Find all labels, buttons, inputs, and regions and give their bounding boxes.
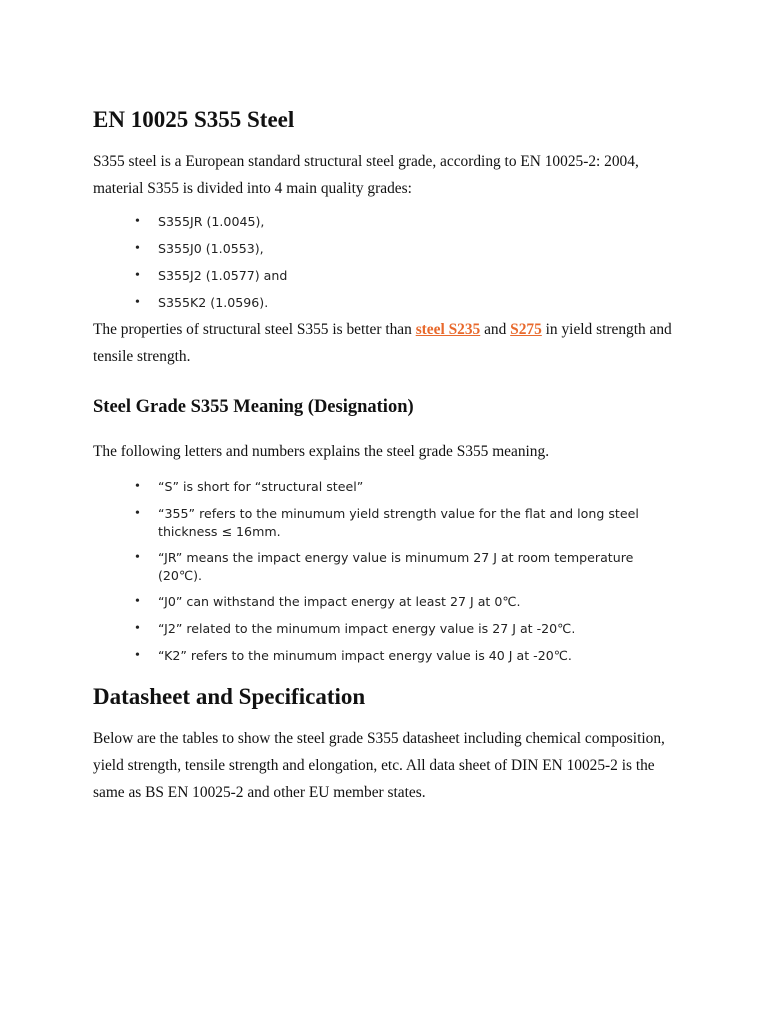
section-heading-meaning: Steel Grade S355 Meaning (Designation) bbox=[93, 397, 414, 417]
bullet-icon: • bbox=[135, 241, 140, 256]
s275-link[interactable]: S275 bbox=[510, 321, 542, 338]
list-item: • “355” refers to the minumum yield strength value for the flat and long steel thickness ≤ 16mm. bbox=[135, 506, 639, 539]
quality-grade-list bbox=[93, 213, 678, 312]
intro-paragraph: S355 steel is a European standard structural steel grade, according to EN 10025-2: 2004, material S355 is divided into 4 main quality grades: bbox=[93, 153, 639, 197]
properties-paragraph: The properties of structural steel S355 is better than steel S235 and S275 in yield strength and tensile strength. bbox=[93, 321, 672, 365]
meaning-intro-paragraph: The following letters and numbers explains the steel grade S355 meaning. bbox=[93, 443, 550, 460]
list-item: • “JR” means the impact energy value is minumum 27 J at room temperature (20℃). bbox=[135, 550, 634, 583]
list-item: • “K2” refers to the minumum impact energy value is 40 J at -20℃. bbox=[135, 648, 572, 663]
bullet-icon: • bbox=[135, 594, 140, 609]
bullet-icon: • bbox=[135, 621, 140, 636]
bullet-icon: • bbox=[135, 295, 140, 310]
list-item: • S355J2 (1.0577) and bbox=[135, 268, 288, 283]
bullet-icon: • bbox=[135, 550, 140, 565]
bullet-icon: • bbox=[135, 506, 140, 521]
bullet-icon: • bbox=[135, 214, 140, 229]
datasheet-intro-paragraph: Below are the tables to show the steel grade S355 datasheet including chemical composition, yield strength, tensile strength and elongation, etc. All data sheet of DIN EN 10025-2 is the same as BS EN 10025-2 and other EU member states. bbox=[93, 730, 665, 801]
list-item: • “S” is short for “structural steel” bbox=[135, 479, 364, 494]
meaning-list bbox=[93, 478, 678, 665]
bullet-icon: • bbox=[135, 479, 140, 494]
bullet-icon: • bbox=[135, 268, 140, 283]
list-item: • “J0” can withstand the impact energy at least 27 J at 0℃. bbox=[135, 594, 521, 609]
page-title: EN 10025 S355 Steel bbox=[93, 107, 295, 132]
list-item: • S355J0 (1.0553), bbox=[135, 241, 264, 256]
list-item: • S355JR (1.0045), bbox=[135, 214, 265, 229]
bullet-icon: • bbox=[135, 648, 140, 663]
list-item: • S355K2 (1.0596). bbox=[135, 295, 269, 310]
steel-s235-link[interactable]: steel S235 bbox=[415, 321, 481, 338]
list-item: • “J2” related to the minumum impact energy value is 27 J at -20℃. bbox=[135, 621, 576, 636]
section-heading-datasheet: Datasheet and Specification bbox=[93, 684, 366, 709]
